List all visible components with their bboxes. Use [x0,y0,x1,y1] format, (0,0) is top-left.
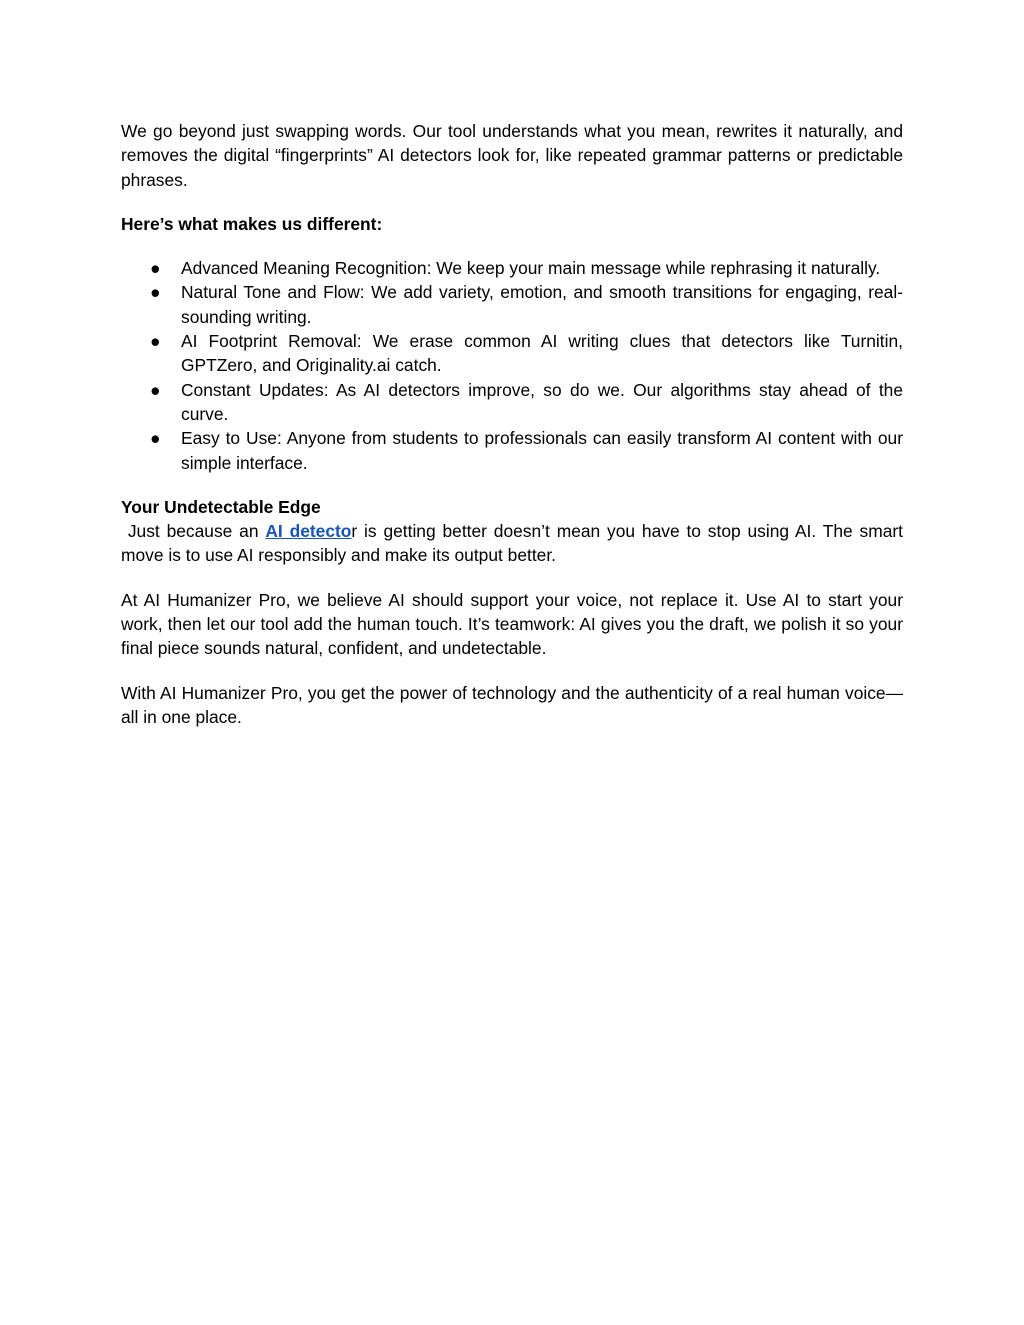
bullet-icon: ● [150,282,161,303]
list-item [121,280,903,329]
bullet-icon: ● [150,428,161,449]
edge-section [121,495,903,568]
edge-paragraph [121,519,903,568]
list-item [121,426,903,475]
edge-text-before-link: Just because an [121,521,266,542]
feature-text: Easy to Use: Anyone from students to professionals can easily transform AI content with our simple interface. [181,428,903,473]
intro-paragraph: We go beyond just swapping words. Our tool understands what you mean, rewrites it naturally, and removes the digital “fingerprints” AI detectors look for, like repeated grammar patterns or predictable phrases. [121,121,903,190]
feature-text: Constant Updates: As AI detectors improve, so do we. Our algorithms stay ahead of the curve. [181,379,903,424]
edge-title: Your Undetectable Edge [121,496,321,517]
edge-text-after-link: r is getting better doesn’t mean you have to stop using AI. The smart move is to use AI responsibly and make its output better. [121,521,904,566]
feature-text: Natural Tone and Flow: We add variety, emotion, and smooth transitions for engaging, real-sounding writing. [181,282,903,327]
bullet-icon: ● [150,331,161,352]
features-heading: Here’s what makes us different: [121,213,383,234]
belief-paragraph: At AI Humanizer Pro, we believe AI should support your voice, not replace it. Use AI to start your work, then let our tool add the human touch. It’s teamwork: AI gives you the draft, we polish it so your final piece sounds natural, confident, and undetectable. [121,589,903,659]
list-item [121,329,903,378]
ai-detector-link[interactable]: AI detecto [265,521,352,542]
document-body [121,119,903,749]
list-item [121,256,903,280]
feature-text: Advanced Meaning Recognition: We keep your main message while rephrasing it naturally. [181,258,881,279]
closing-paragraph: With AI Humanizer Pro, you get the power of technology and the authenticity of a real human voice—all in one place. [121,682,903,727]
bullet-icon: ● [150,258,161,279]
bullet-icon: ● [150,379,161,400]
feature-text: AI Footprint Removal: We erase common AI writing clues that detectors like Turnitin, GPTZero, and Originality.ai catch. [181,331,903,376]
features-list [121,256,903,475]
list-item [121,378,903,427]
